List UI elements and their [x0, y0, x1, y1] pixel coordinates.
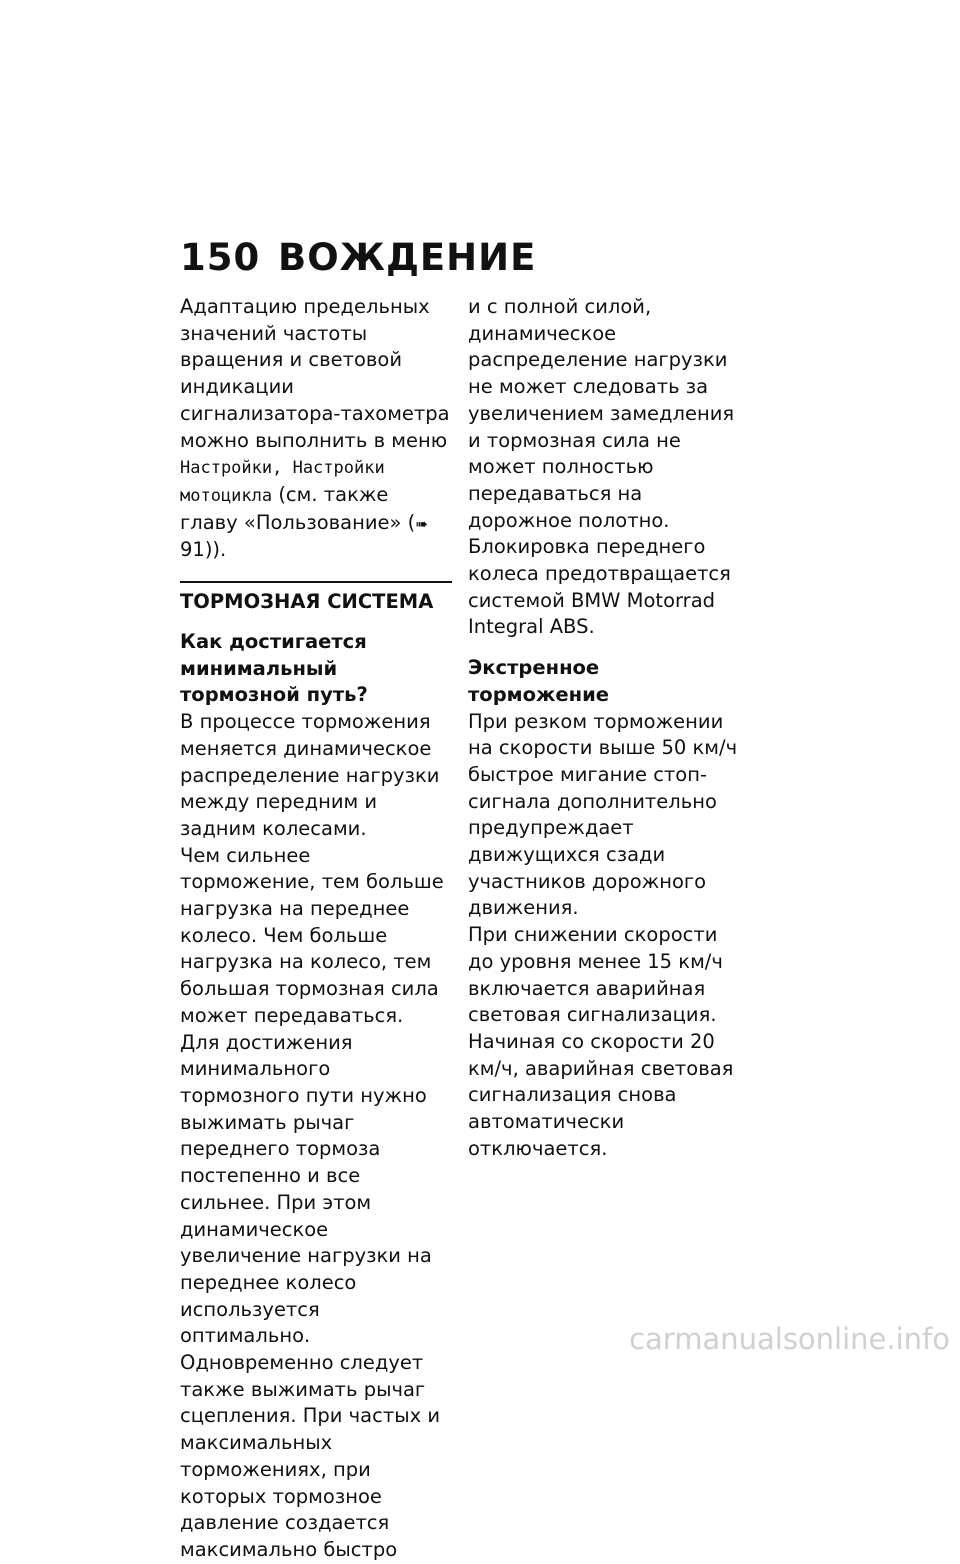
body-paragraph: и с полной силой, динамическое распределение нагрузки не может следовать за увеличением замедления и тормозная сила не может полностью передаваться на дорожное полотно.	[468, 295, 735, 532]
left-column	[180, 294, 452, 1564]
right-column	[468, 294, 740, 1163]
intro-paragraph	[180, 294, 452, 564]
intro-text-cont: (см. также главу «Пользование» (	[180, 482, 416, 534]
body-paragraph: При резком торможении на скорости выше 50 км/ч быстрое мигание стоп-сигнала дополнительно предупреждает движущихся сзади участников дорожного движения.	[468, 709, 738, 920]
chapter-title: ВОЖДЕНИЕ	[278, 236, 537, 279]
body-paragraph: При снижении скорости до уровня менее 15 км/ч включается аварийная световая сигнализация. Начиная со скорости 20 км/ч, аварийная световая сигнализация снова автоматически отключается.	[468, 923, 734, 1160]
page-ref-arrow-icon: ➠	[415, 514, 428, 533]
body-paragraph: Для достижения минимального тормозного пути нужно выжимать рычаг переднего тормоза постепенно и все сильнее. При этом динамическое увеличение нагрузки на переднее колесо используется оптимально. Одновременно следует также выжимать рычаг сцепления. При частых и максимальных торможениях, при которых тормозное давление создается максимально быстро	[180, 1030, 441, 1561]
watermark: carmanualsonline.info	[629, 1322, 950, 1356]
body-paragraph: Блокировка переднего колеса предотвращается системой BMW Motorrad Integral ABS.	[468, 535, 731, 639]
body-paragraph: В процессе торможения меняется динамическое распределение нагрузки между передним и задним колесами.	[180, 710, 440, 840]
section-title: ТОРМОЗНАЯ СИСТЕМА	[180, 590, 434, 614]
subheading-braking-distance: Как достигается минимальный тормозной путь?	[180, 630, 368, 707]
subheading-emergency-braking: Экстренное торможение	[468, 656, 609, 706]
menu-path: Настройки, Настройки мотоцикла	[180, 458, 385, 506]
body-paragraph: Чем сильнее торможение, тем больше нагрузка на переднее колесо. Чем больше нагрузка на колесо, тем большая тормозная сила может передаваться.	[180, 843, 444, 1027]
section-divider	[180, 581, 452, 583]
page-header	[180, 236, 536, 279]
page-number: 150	[180, 236, 261, 279]
page-ref: 91)).	[180, 538, 227, 562]
intro-text: Адаптацию предельных значений частоты вращения и световой индикации сигнализатора-тахометра можно выполнить в меню	[180, 295, 450, 452]
